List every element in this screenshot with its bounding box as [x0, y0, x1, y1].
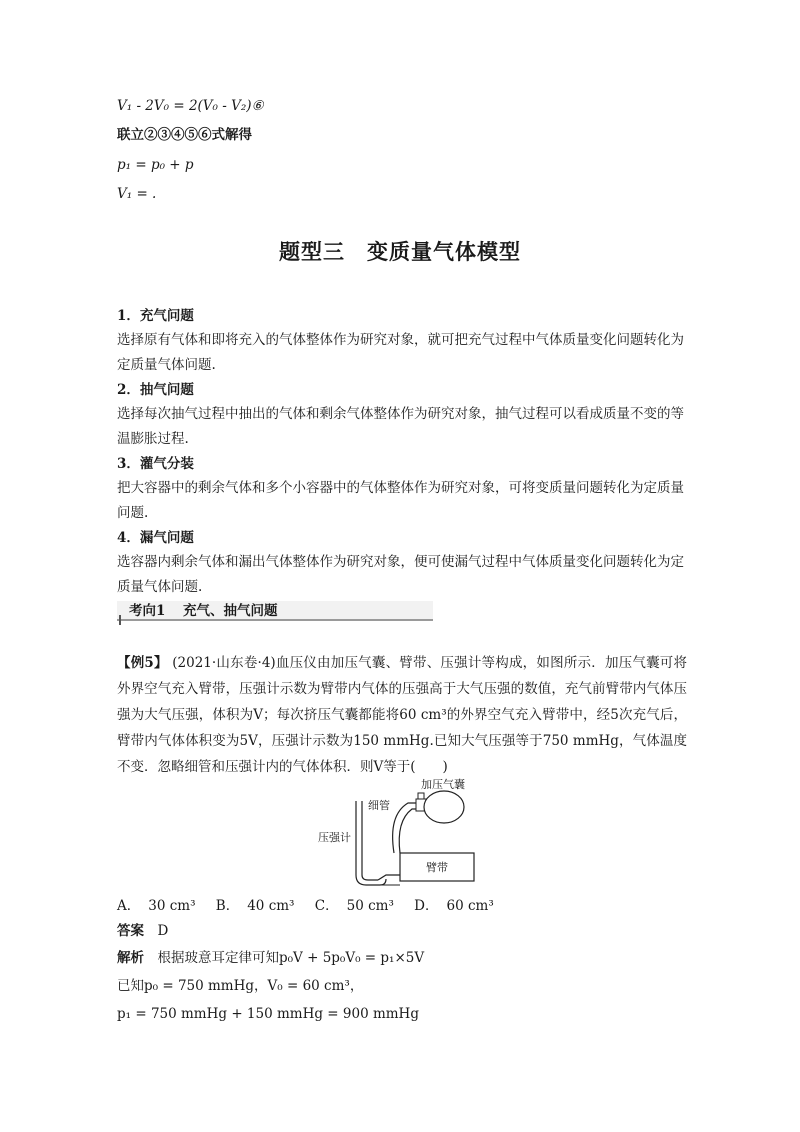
- equation-p1: p₁ = p₀ + p: [117, 157, 194, 173]
- option-b[interactable]: B． 40 cm³: [215, 898, 295, 914]
- label-gauge: 压强计: [318, 832, 351, 844]
- label-bulb: 加压气囊: [421, 779, 465, 791]
- tag-tick: [119, 615, 121, 625]
- example-text: 血压仪由加压气囊、臂带、压强计等构成，如图所示．加压气囊可将外界空气充入臂带，压强计示数为臂带内气体的压强高于大气压强的数值，充气前臂带内气体压强为大气压强，体积为V；每次挤压气囊都能将60 cm³的外界空气充入臂带中，经5次充气后，臂带内气体体积变为5V，压强计示数为150 mmHg.已知大气压强等于750 mmHg，气体温度不变．忽略细管和压强计内的气体体积．则V等于( ): [117, 655, 688, 775]
- example-5: [117, 650, 687, 780]
- item-1-head: 1．充气问题: [117, 308, 194, 324]
- item-2-body: 选择每次抽气过程中抽出的气体和剩余气体整体作为研究对象，抽气过程可以看成质量不变的等温膨胀过程.: [117, 406, 684, 447]
- equation-6: V₁ - 2V₀ = 2(V₀ - V₂)⑥: [117, 98, 264, 114]
- label-cuff: 臂带: [426, 862, 448, 874]
- blood-pressure-figure: [318, 775, 488, 890]
- analysis-line-3: p₁ = 750 mmHg + 150 mmHg = 900 mmHg: [117, 1006, 419, 1022]
- topic-tag: [117, 601, 433, 625]
- item-3-body: 把大容器中的剩余气体和多个小容器中的气体整体作为研究对象，可将变质量问题转化为定质量问题.: [117, 480, 684, 521]
- tag-text: 充气、抽气问题: [183, 603, 278, 619]
- item-4-body: 选容器内剩余气体和漏出气体整体作为研究对象，便可使漏气过程中气体质量变化问题转化为定质量气体问题.: [117, 554, 684, 595]
- answer-options: [117, 896, 510, 916]
- example-source: (2021·山东卷·4): [172, 655, 276, 671]
- gauge-tube: [356, 801, 386, 885]
- combine-text: 联立②③④⑤⑥式解得: [117, 127, 252, 143]
- item-2-head: 2．抽气问题: [117, 382, 194, 398]
- item-1-body: 选择原有气体和即将充入的气体整体作为研究对象，就可把充气过程中气体质量变化问题转化为定质量气体问题.: [117, 332, 684, 373]
- item-4-head: 4．漏气问题: [117, 530, 194, 546]
- section-title: 题型三 变质量气体模型: [279, 239, 521, 264]
- answer-value: D: [157, 923, 169, 939]
- analysis-text-1: 根据玻意耳定律可知p₀V + 5p₀V₀ = p₁×5V: [157, 950, 425, 966]
- item-3-head: 3．灌气分装: [117, 456, 194, 472]
- analysis-label: 解析: [117, 950, 144, 966]
- equation-v1: V₁ = .: [117, 186, 157, 202]
- answer-line: [117, 921, 168, 941]
- thin-tube: [393, 803, 418, 853]
- tag-label: 考向1: [129, 603, 166, 619]
- analysis-line-1: [117, 948, 424, 968]
- option-c[interactable]: C． 50 cm³: [314, 898, 394, 914]
- bulb-shape: [424, 791, 464, 823]
- option-a[interactable]: A． 30 cm³: [117, 898, 196, 914]
- label-tube: 细管: [368, 800, 390, 812]
- answer-label: 答案: [117, 923, 144, 939]
- analysis-line-2: 已知p₀ = 750 mmHg，V₀ = 60 cm³，: [117, 978, 364, 994]
- option-d[interactable]: D． 60 cm³: [414, 898, 494, 914]
- example-bracket: 【例5】: [117, 655, 168, 671]
